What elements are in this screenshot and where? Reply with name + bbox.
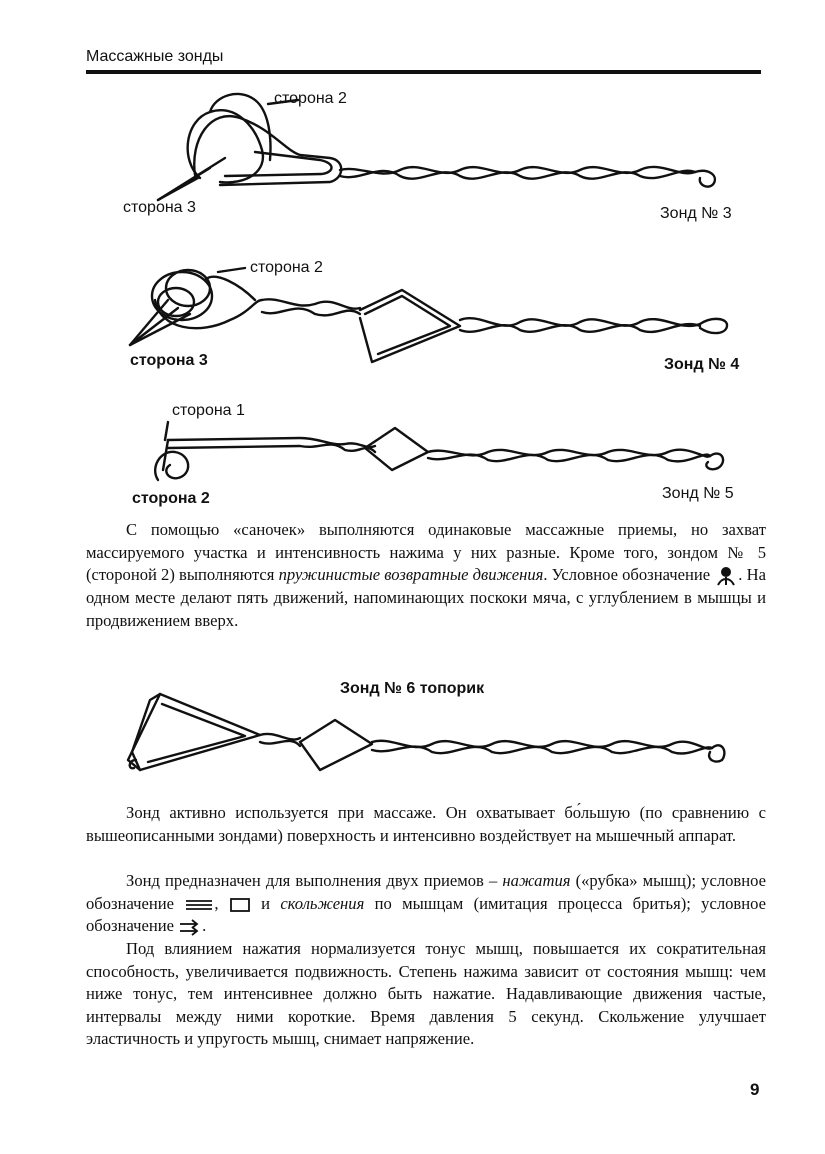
paragraph-pressing-effects: Под влиянием нажатия нормализуется тонус мышц, повышается их сократительная способность, увеличивается подвижность. Степень нажима зависит от состояния мышц: чем ниже тонус, тем интенсивнее должно быть нажатие. Надавливающие движения частые, интервалы между ними короткие. Время давления 5 секунд. Скольжение улучшает эластичность и упругость мышц, снимает напряжение.	[86, 939, 766, 1049]
probe-6-caption: Зонд № 6 топорик	[340, 680, 485, 697]
paragraph-techniques-text-f: .	[202, 916, 207, 936]
paragraph-probe-6-techniques	[86, 870, 766, 938]
paragraph-techniques-text-d: и	[250, 893, 281, 913]
probe-3-label-side-2: сторона 2	[274, 90, 347, 107]
paragraph-techniques-text-c: ,	[214, 893, 229, 913]
probe-3-caption: Зонд № 3	[660, 205, 732, 222]
paragraph-sanochki-text-c: . На одном месте делают пять движений, напоминающих поскоки мяча, с углублением в мышцы и продвижением вверх.	[86, 565, 766, 630]
paragraph-sanochki-text-a: С помощью «саночек» выполняются одинаковые массажные приемы, но захват массируемого участка и интенсивность нажима у них разные. Кроме того, зондом № 5 (стороной 2) выполняются	[86, 520, 766, 585]
sliding-arrows-symbol-icon	[178, 918, 202, 936]
paragraph-techniques-italic-sliding: скольжения	[280, 893, 365, 913]
paragraph-techniques-text-b: («рубка» мышц); условное обозначение	[86, 871, 766, 913]
paragraph-techniques-italic-pressing: нажатия	[502, 871, 571, 890]
pressing-box-symbol-icon	[229, 897, 251, 913]
probe-4-caption: Зонд № 4	[664, 356, 740, 373]
paragraph-techniques-text-e: по мышцам (имитация процесса бритья); условное обозначение	[86, 893, 766, 936]
running-head: Массажные зонды	[86, 48, 224, 65]
paragraph-sanochki-text-b: . Условное обозначение	[543, 565, 715, 585]
paragraph-sanochki-italic: пружинистые возвратные движения	[278, 565, 544, 585]
probe-5-label-side-2: сторона 2	[132, 490, 210, 507]
probe-3-label-side-3: сторона 3	[123, 199, 196, 216]
probe-4-label-side-3: сторона 3	[130, 352, 208, 369]
page-number: 9	[750, 1080, 760, 1099]
probe-5-caption: Зонд № 5	[662, 485, 734, 502]
probe-4-label-side-2: сторона 2	[250, 259, 323, 276]
paragraph-techniques-text-a: Зонд предназначен для выполнения двух приемов –	[126, 871, 503, 890]
paragraph-probe-6-description: Зонд активно используется при массаже. Он охватывает бо́льшую (по сравнению с вышеописанными зондами) поверхность и интенсивно воздействует на мышечный аппарат.	[86, 803, 766, 845]
probe-5-label-side-1: сторона 1	[172, 402, 245, 419]
pressing-lines-symbol-icon	[184, 898, 214, 912]
